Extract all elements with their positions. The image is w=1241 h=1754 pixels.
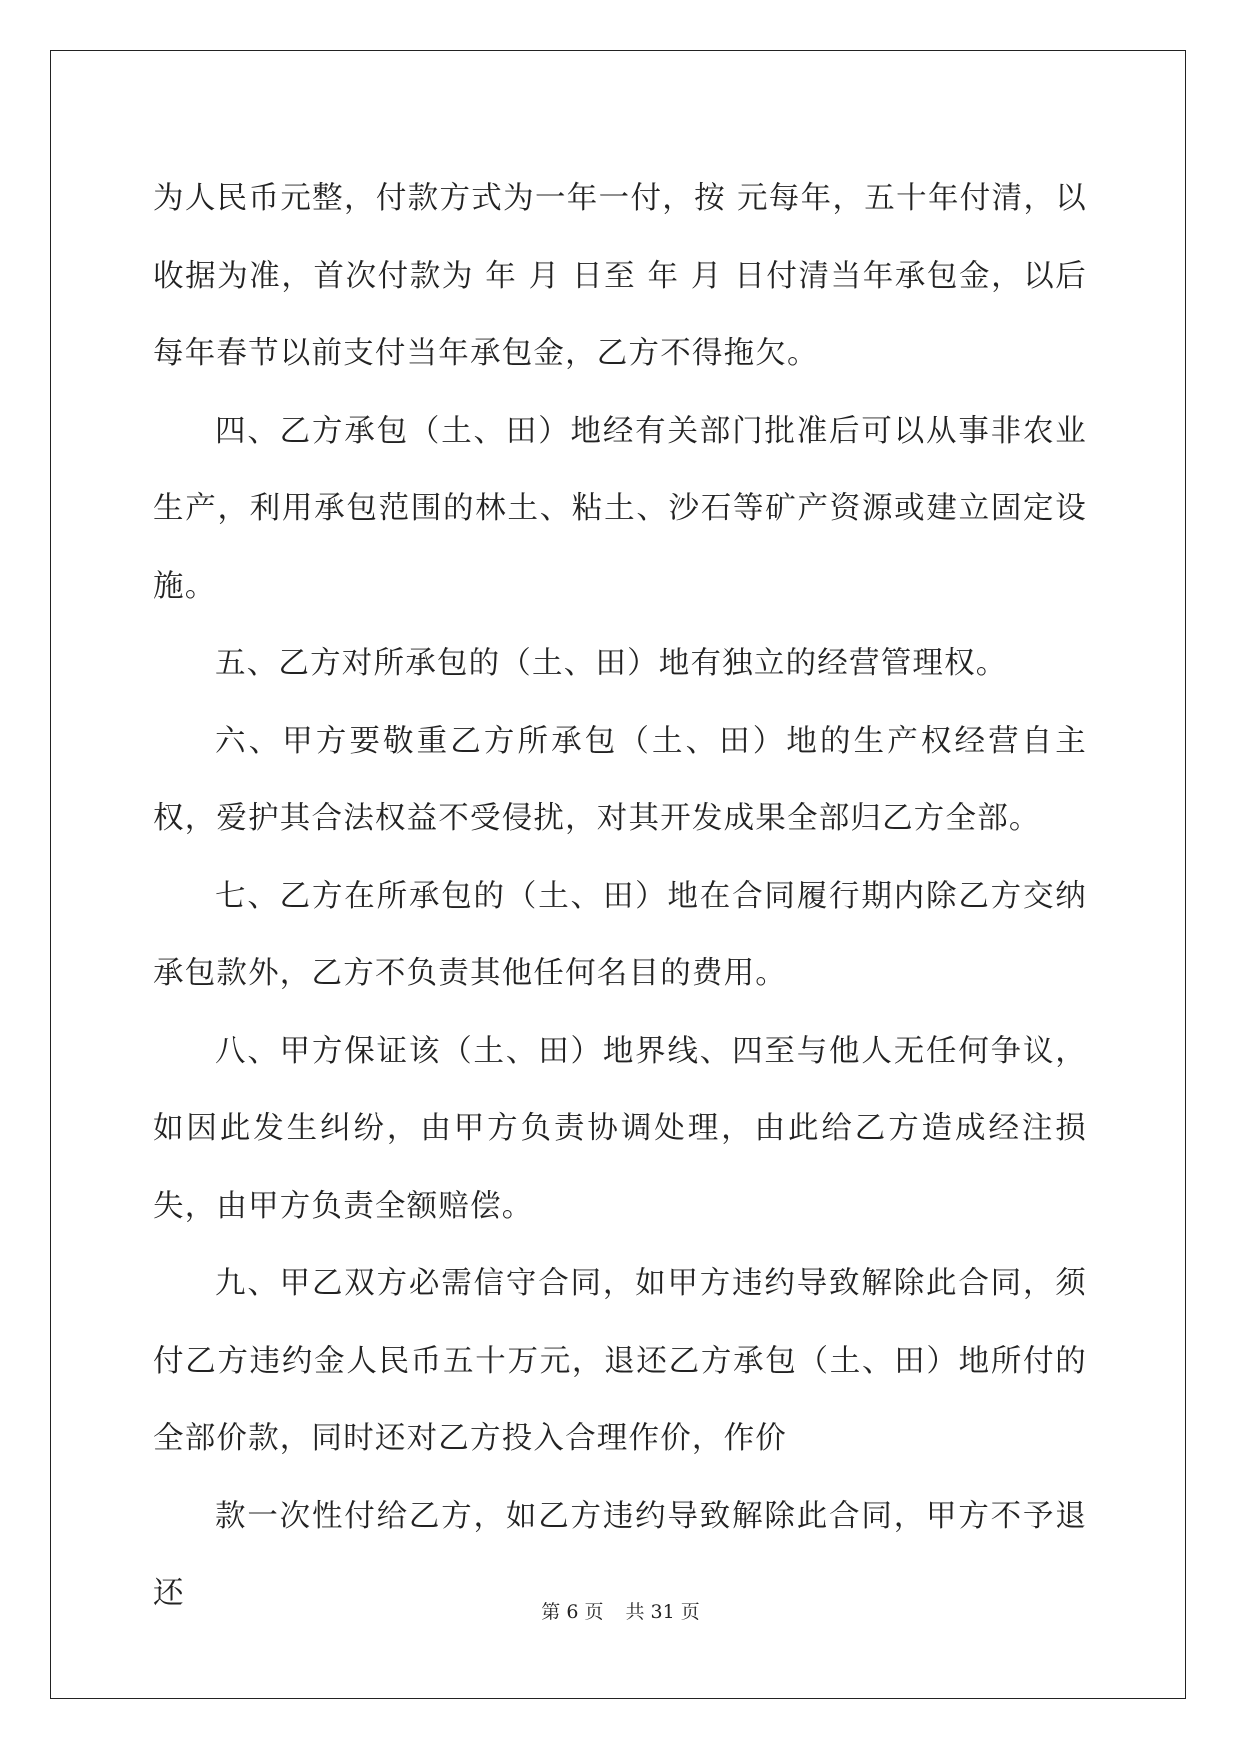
paragraph: 七、乙方在所承包的（土、田）地在合同履行期内除乙方交纳承包款外，乙方不负责其他任何名目的费用。: [153, 878, 1087, 991]
page-footer: [0, 1597, 1241, 1624]
total-pages: 共 31 页: [625, 1601, 700, 1623]
paragraph: 九、甲乙双方必需信守合同，如甲方违约导致解除此合同，须付乙方违约金人民币五十万元，退还乙方承包（土、田）地所付的全部价款，同时还对乙方投入合理作价，作价: [153, 1266, 1087, 1456]
current-page-number: 第 6 页: [541, 1601, 604, 1623]
document-body: [153, 160, 1087, 1633]
paragraph: 四、乙方承包（土、田）地经有关部门批准后可以从事非农业生产，利用承包范围的林土、粘土、沙石等矿产资源或建立固定设施。: [153, 413, 1087, 604]
paragraph: 为人民币元整，付款方式为一年一付，按 元每年，五十年付清，以收据为准，首次付款为 年 月 日至 年 月 日付清当年承包金，以后每年春节以前支付当年承包金，乙方不得拖欠。: [153, 181, 1087, 371]
paragraph: 六、甲方要敬重乙方所承包（土、田）地的生产权经营自主权，爱护其合法权益不受侵扰，对其开发成果全部归乙方全部。: [153, 723, 1087, 836]
paragraph: 款一次性付给乙方，如乙方违约导致解除此合同，甲方不予退还: [153, 1498, 1087, 1611]
paragraph: 五、乙方对所承包的（土、田）地有独立的经营管理权。: [215, 646, 1008, 681]
paragraph: 八、甲方保证该（土、田）地界线、四至与他人无任何争议，如因此发生纠纷，由甲方负责协调处理，由此给乙方造成经注损失，由甲方负责全额赔偿。: [153, 1033, 1087, 1224]
